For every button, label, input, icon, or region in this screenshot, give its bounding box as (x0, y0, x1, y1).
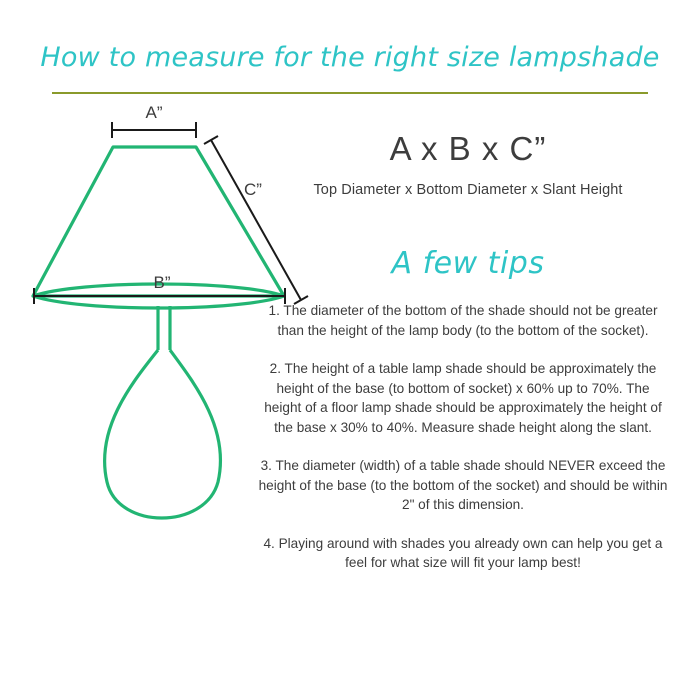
label-slant-height: C” (244, 180, 262, 199)
dimension-description: Top Diameter x Bottom Diameter x Slant Height (313, 182, 623, 198)
info-column (258, 130, 678, 592)
header-divider (52, 92, 648, 94)
list-item: 4. Playing around with shades you already own can help you get a feel for what size will fit your lamp best! (263, 535, 663, 570)
list-item: 1. The diameter of the bottom of the shade should not be greater than the height of the lamp body (to the bottom of the socket). (268, 303, 658, 338)
label-bottom-diameter: B” (153, 273, 171, 292)
lamp-base-outline (105, 306, 221, 518)
dimension-formula: A x B x C” (389, 130, 547, 167)
label-top-diameter: A” (145, 103, 163, 122)
list-item: 3. The diameter (width) of a table shade should NEVER exceed the height of the base (to the bottom of the socket) and should be within 2" of this dimension. (258, 458, 668, 512)
list-item: 2. The height of a table lamp shade should be approximately the height of the base (to bottom of socket) x 60% up to 70%. The height of a floor lamp shade should be approximately the height of the base x 30% to 40%. Measure shade height along the slant. (264, 361, 662, 435)
top-dimension-line (112, 122, 196, 138)
page-title: How to measure for the right size lampshade (40, 42, 660, 73)
tips-list (258, 301, 668, 573)
tips-heading: A few tips (391, 246, 545, 281)
